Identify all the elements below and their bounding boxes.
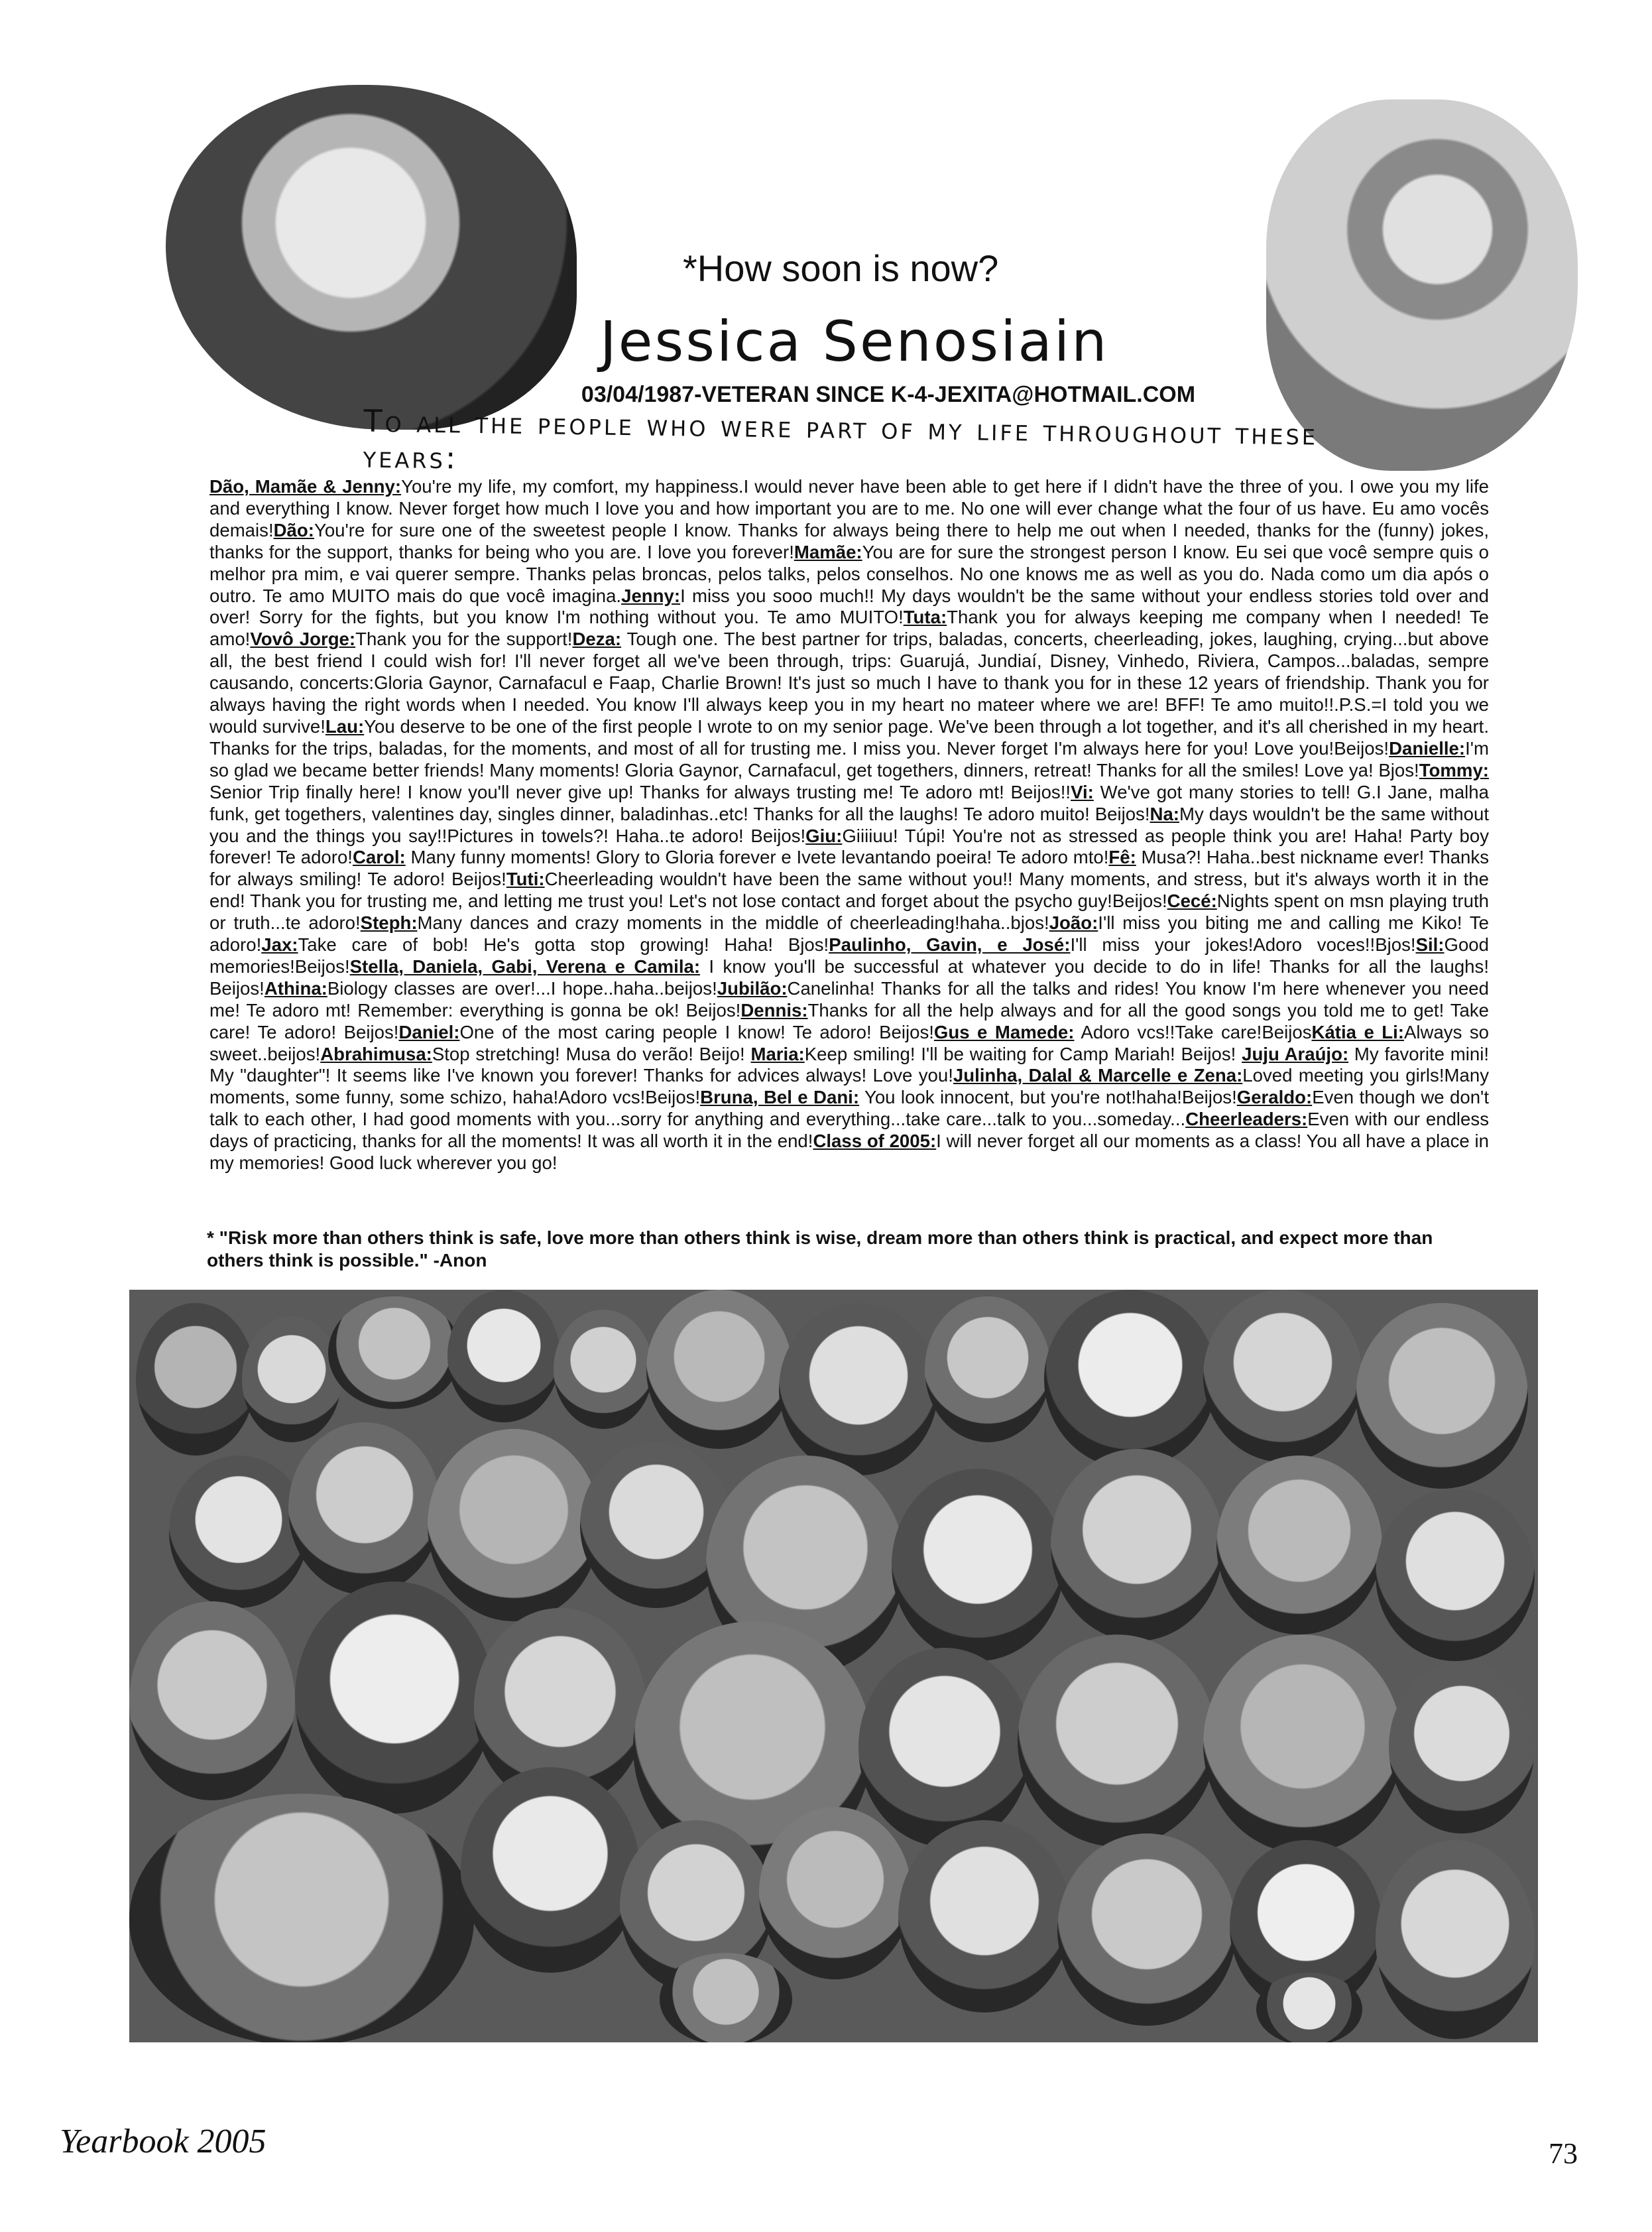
addressee-name: João: — [1049, 912, 1098, 934]
message-text: Even with our endless days of practicing, thanks for all the moments! It was all worth it in the end! — [209, 1109, 1489, 1152]
message-text: We've got many stories to tell! G.I Jane, malha funk, get togethers, valentines day, singles dinner, baladinhas..etc! Thanks for all the laughs! Te adoro muito! Beijos! — [209, 781, 1489, 824]
message-text: You deserve to be one of the first people I wrote to on my senior page. We've been through a lot together, and it's all cherished in my heart. Thanks for the trips, baladas, for the moments, and most of all for trusting me. I miss you. Never forget I'm always here for you! Love you!Beijos! — [209, 715, 1489, 759]
message-text: Thank you for the support! — [355, 629, 573, 650]
addressee-name: Jubilão: — [717, 977, 788, 999]
addressee-name: Fê: — [1108, 847, 1136, 868]
addressee-name: Na: — [1150, 803, 1179, 824]
collage-photo — [129, 1794, 474, 2042]
message-text: Tough one. The best partner for trips, baladas, concerts, cheerleading, jokes, laughing, crying...but above all, the best friend I could wish for! I'll never forget all we've been through, trips: Guarujá, Jundiaí, Disney, Vinhedo, Riviera, Campos...baladas, sempre causando, concerts:Gloria Gaynor, Carnafacul e Faap, Charlie Brown! It's just so much I have to thank you for in these 12 years of friendship. Thank you for always having the right words when I needed. You know I'll always keep you in my heart no mateer where we are! BFF! Te amo muito!!.P.S.=I told you we would survive! — [209, 629, 1489, 737]
message-text: You are for sure the strongest person I know. Eu sei que você sempre quis o melhor pra mim, e vai querer sempre. Thanks pelas broncas, pelos talks, pelos conselhos. No one knows me as well as you do. Nada como um dia após o outro. Te amo MUITO mais do que você imagina. — [209, 541, 1489, 606]
addressee-name: Dennis: — [740, 999, 808, 1021]
collage-photo — [1256, 1973, 1362, 2042]
message-text: Even though we don't talk to each other, I had good moments with you...sorry for anything and everything...take care...talk to you...someday... — [209, 1087, 1489, 1130]
addressee-name: Sil: — [1415, 934, 1445, 956]
collage-photo — [554, 1310, 653, 1429]
addressee-name: Abrahimusa: — [320, 1043, 432, 1064]
collage-photo — [328, 1296, 461, 1409]
addressee-name: Giu: — [805, 825, 843, 846]
message-text: Cheerleading wouldn't have been the same without you!! Many moments, and stress, but it's always worth it in the end! Thank you for trusting me, and letting me trust you! Let's not lose contact and forget about the psycho guy!Beijos! — [209, 869, 1489, 912]
collage-photo — [136, 1303, 255, 1456]
collage-photo — [759, 1807, 912, 1979]
student-meta: 03/04/1987-VETERAN SINCE K-4-JEXITA@HOTMAIL.COM — [581, 382, 1196, 407]
collage-photo — [242, 1316, 341, 1442]
message-text: Take care of bob! He's gotta stop growing! Haha! Bjos! — [298, 934, 829, 956]
addressee-name: Dão, Mamãe & Jenny: — [209, 476, 402, 497]
collage-photo — [129, 1601, 295, 1800]
message-text: Good memories!Beijos! — [209, 934, 1490, 977]
addressee-name: Bruna, Bel e Dani: — [700, 1087, 860, 1108]
collage-photo — [1051, 1449, 1223, 1641]
collage-photo — [1376, 1489, 1535, 1661]
collage-photo — [1203, 1290, 1362, 1462]
collage-photo — [288, 1422, 441, 1595]
dedication-letter — [209, 476, 1489, 1174]
collage-photo — [1018, 1635, 1216, 1847]
addressee-name: Cheerleaders: — [1185, 1109, 1308, 1130]
addressee-name: Steph: — [360, 912, 418, 934]
collage-photo — [1376, 1840, 1535, 2039]
collage-photo — [1389, 1661, 1535, 1833]
message-text: I know you'll be successful at whatever you decide to do in life! Thanks for all the laughs! Beijos! — [209, 956, 1489, 999]
message-text: Loved meeting you girls!Many moments, some funny, some schizo, haha!Adoro vcs!Beijos! — [209, 1065, 1489, 1108]
message-text: Senior Trip finally here! I know you'll never give up! Thanks for always trusting me! Te adoro mt! Beijos!! — [209, 781, 1071, 802]
addressee-name: Stella, Daniela, Gabi, Verena e Camila: — [349, 956, 701, 977]
message-text: My days wouldn't be the same without you and the things you say!!Pictures in towels?! Haha..te adoro! Beijos! — [209, 803, 1489, 846]
addressee-name: Vi: — [1071, 781, 1094, 802]
addressee-name: Tuta: — [903, 607, 947, 628]
message-text: Adoro vcs!!Take care!Beijos — [1074, 1021, 1312, 1042]
collage-photo — [858, 1648, 1031, 1847]
collage-photo — [1203, 1635, 1402, 1853]
message-text: Canelinha! Thanks for all the talks and rides! You know I'm here whenever you need me! Te adoro mt! Remember: everything is gonna be ok! Beijos! — [209, 977, 1489, 1021]
addressee-name: Paulinho, Gavin, e José: — [829, 934, 1071, 956]
addressee-name: Class of 2005: — [813, 1131, 937, 1152]
message-text: One of the most caring people I know! Te adoro! Beijos! — [459, 1021, 934, 1042]
addressee-name: Cecé: — [1167, 891, 1217, 912]
message-text: Many funny moments! Glory to Gloria forever e Ivete levantando poeira! Te adoro mto! — [405, 847, 1109, 868]
addressee-name: Vovô Jorge: — [250, 629, 356, 650]
addressee-name: Gus e Mamede: — [933, 1021, 1075, 1042]
message-text: I will never forget all our moments as a class! You all have a place in my memories! Good luck wherever you go! — [209, 1131, 1489, 1174]
addressee-name: Lau: — [325, 715, 365, 737]
addressee-name: Athina: — [264, 977, 327, 999]
addressee-name: Geraldo: — [1236, 1087, 1313, 1108]
message-text: Keep smiling! I'll be waiting for Camp Mariah! Beijos! — [804, 1043, 1242, 1064]
message-text: Musa?! Haha..best nickname ever! Thanks for always smiling! Te adoro! Beijos! — [209, 847, 1489, 890]
message-text: Stop stretching! Musa do verão! Beijo! — [432, 1043, 751, 1064]
collage-photo — [779, 1303, 938, 1475]
collage-photo — [892, 1469, 1064, 1661]
message-text: Thanks for all the help always and for all the good songs you told me to get! Take care! Te adoro! Beijos! — [209, 999, 1489, 1042]
addressee-name: Dão: — [273, 519, 314, 540]
dedication-line: To all the people who were part of my life throughout these years: — [363, 403, 1319, 476]
addressee-name: Jax: — [261, 934, 298, 956]
addressee-name: Deza: — [572, 629, 622, 650]
message-text: You're my life, my comfort, my happiness.I would never have been able to get here if I didn't have the three of you. I owe you my life and everything I know. Never forget how much I love you and how important you are to me. No one will ever change what the four of us have. Eu amo vocês demais! — [209, 476, 1489, 540]
collage-photo — [1057, 1833, 1236, 2026]
collage-photo — [660, 1953, 792, 2042]
collage-photo — [1044, 1290, 1216, 1469]
publication-title: Yearbook 2005 — [60, 2123, 266, 2160]
message-text: My favorite mini! My "daughter"! It seems like I've known you forever! Thanks for advices always! Love you! — [209, 1043, 1490, 1086]
addressee-name: Maria: — [750, 1043, 805, 1064]
addressee-name: Mamãe: — [794, 541, 862, 562]
addressee-name: Daniel: — [398, 1021, 460, 1042]
collage-photo — [925, 1296, 1051, 1442]
collage-photo — [461, 1767, 640, 1973]
addressee-name: Danielle: — [1389, 737, 1466, 759]
message-text: I'm so glad we became better friends! Many moments! Gloria Gaynor, Carnafacul, get togethers, dinners, retreat! Thanks for all the smiles! Love ya! Bjos! — [209, 737, 1489, 780]
closing-quote: * "Risk more than others think is safe, love more than others think is wise, dream more than others think is practical, and expect more than others think is possible." -Anon — [207, 1227, 1433, 1271]
message-text: Many dances and crazy moments in the middle of cheerleading!haha..bjos! — [417, 912, 1049, 934]
addressee-name: Julinha, Dalal & Marcelle e Zena: — [953, 1065, 1243, 1086]
message-text: You're for sure one of the sweetest people I know. Thanks for always being there to help me out when I needed, thanks for the (funny) jokes, thanks for the support, thanks for being who you are. I love you forever! — [209, 519, 1489, 562]
message-text: I'll miss you biting me and calling me Kiko! Te adoro! — [209, 912, 1490, 956]
addressee-name: Jenny: — [621, 585, 681, 606]
collage-photo — [428, 1429, 600, 1621]
message-text: I'll miss your jokes!Adoro voces!!Bjos! — [1070, 934, 1416, 956]
addressee-name: Tommy: — [1419, 759, 1489, 780]
message-text: You look innocent, but you're not!haha!Beijos! — [859, 1087, 1237, 1108]
addressee-name: Juju Araújo: — [1242, 1043, 1349, 1064]
message-text: Biology classes are over!...I hope..haha..beijos! — [327, 977, 717, 999]
collage-photo — [1216, 1456, 1382, 1635]
baby-photo — [166, 85, 577, 430]
portrait-photo — [1266, 99, 1578, 471]
collage-photo — [1356, 1303, 1528, 1489]
message-text: Thank you for always keeping me company when I needed! Te amo! — [209, 607, 1489, 650]
collage-photo — [169, 1456, 308, 1608]
subtitle: *How soon is now? — [683, 247, 999, 289]
collage-photo — [295, 1581, 494, 1814]
addressee-name: Kátia e Li: — [1311, 1021, 1404, 1042]
message-text: Always so sweet..beijos! — [209, 1021, 1489, 1064]
message-text: I miss you sooo much!! My days wouldn't be the same without your endless stories told over and over! Sorry for the fights, but you know I'm nothing without you. Te amo MUITO! — [209, 585, 1489, 628]
message-text: Giiiiuu! Túpi! You're not as stressed as people think you are! Haha! Party boy forever! Te adoro! — [209, 825, 1489, 868]
addressee-name: Tuti: — [506, 869, 545, 890]
photo-collage — [129, 1290, 1538, 2042]
page-number: 73 — [1549, 2137, 1578, 2170]
student-name: Jessica Senosiain — [600, 309, 1109, 374]
collage-photo — [898, 1820, 1071, 2013]
addressee-name: Carol: — [352, 847, 406, 868]
collage-photo — [646, 1290, 792, 1449]
message-text: Nights spent on msn playing truth or truth...te adoro! — [209, 891, 1489, 934]
collage-photo — [447, 1290, 560, 1422]
